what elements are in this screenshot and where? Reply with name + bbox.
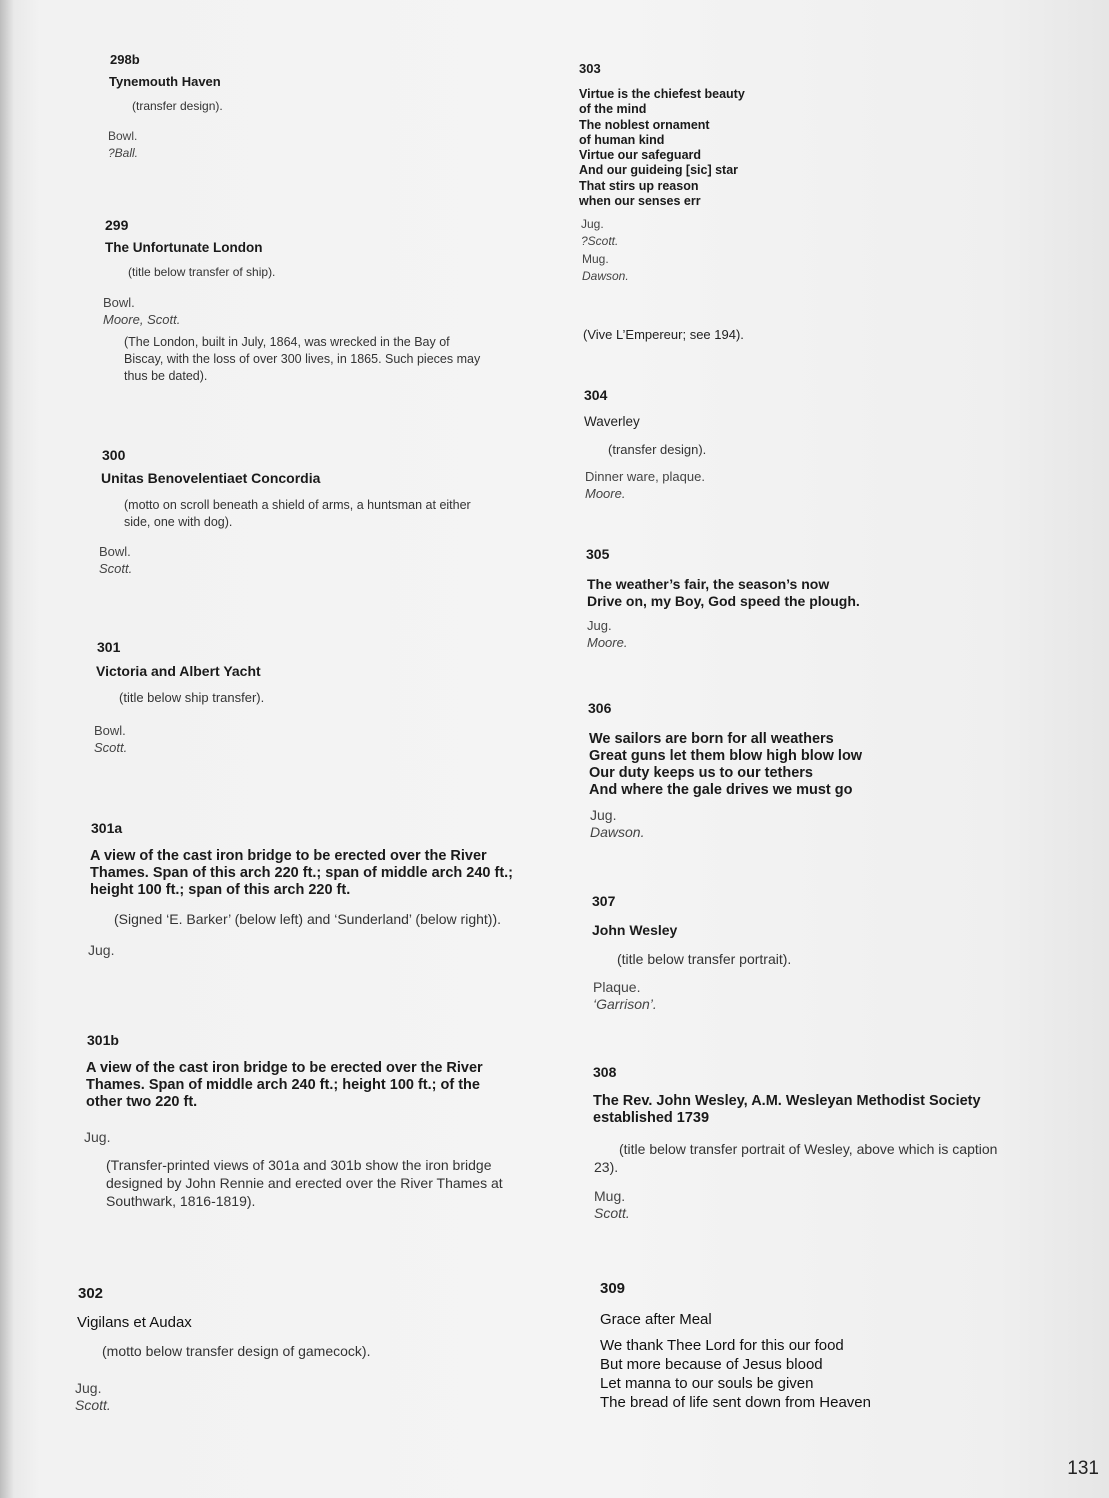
entry-note: (title below transfer portrait of Wesley, above which is caption 23).	[594, 1141, 998, 1175]
item-type: Bowl.	[99, 544, 131, 559]
entry-item	[103, 294, 180, 328]
item-type: Bowl.	[94, 723, 126, 738]
entry-title: Vigilans et Audax	[77, 1314, 192, 1331]
entry-item	[594, 1188, 630, 1222]
entry-note: (motto below transfer design of gamecock).	[102, 1343, 371, 1359]
entry-title: Victoria and Albert Yacht	[96, 663, 261, 679]
item-type: Mug.	[582, 252, 609, 266]
entry-verse: The weather’s fair, the season’s now Drive on, my Boy, God speed the plough.	[587, 576, 860, 609]
entry-item	[582, 251, 629, 285]
entry-number: 305	[586, 546, 610, 562]
entry-verse: We thank Thee Lord for this our food But more because of Jesus blood Let manna to our souls be given The bread of life sent down from Heaven	[600, 1337, 871, 1411]
item-maker: ?Ball.	[108, 146, 139, 160]
item-maker: Dawson.	[582, 269, 629, 283]
page-number: 131	[1067, 1458, 1099, 1479]
entry-item	[581, 216, 618, 250]
entry-note: (transfer design).	[132, 99, 223, 113]
entry-note: (Signed ‘E. Barker’ (below left) and ‘Sunderland’ (below right)).	[114, 911, 501, 927]
item-type: Jug.	[84, 1129, 111, 1145]
item-maker: Dawson.	[590, 824, 645, 840]
entry-item	[593, 979, 657, 1013]
item-maker: Moore.	[585, 486, 626, 501]
entry-number: 302	[78, 1285, 104, 1302]
entry-title: A view of the cast iron bridge to be erected over the River Thames. Span of middle arch 240 ft.; height 100 ft.; of the other two 220 ft.	[86, 1060, 483, 1110]
entry-note: (motto on scroll beneath a shield of arms, a huntsman at either side, one with dog).	[124, 498, 471, 529]
entry-item	[108, 128, 138, 162]
item-type: Dinner ware, plaque.	[585, 469, 705, 484]
entry-item	[94, 722, 127, 756]
entry-number: 300	[102, 447, 126, 463]
entry-title: John Wesley	[592, 922, 678, 938]
entry-number: 304	[584, 387, 608, 403]
item-maker: Moore.	[587, 635, 628, 650]
entry-item	[587, 617, 627, 651]
entry-number: 309	[600, 1280, 626, 1297]
entry-title: Waverley	[584, 414, 640, 429]
item-type: Jug.	[590, 807, 617, 823]
item-maker: Scott.	[75, 1397, 111, 1413]
item-type: Jug.	[75, 1380, 102, 1396]
entry-note: (title below transfer portrait).	[617, 951, 792, 967]
entry-item	[88, 942, 114, 959]
item-maker: ?Scott.	[581, 234, 619, 248]
item-type: Plaque.	[593, 979, 641, 995]
entry-item	[585, 468, 705, 502]
item-type: Jug.	[587, 618, 612, 633]
entry-commentary: (Transfer-printed views of 301a and 301b show the iron bridge designed by John Rennie and erected over the River Thames at Southwark, 1816-1819).	[106, 1157, 503, 1209]
item-maker: Scott.	[99, 561, 133, 576]
entry-item	[75, 1380, 111, 1414]
entry-number: 298b	[110, 52, 140, 67]
entry-note: (title below transfer of ship).	[128, 265, 276, 279]
item-maker: ‘Garrison’.	[593, 996, 657, 1012]
entry-title: Grace after Meal	[600, 1311, 712, 1328]
entry-note: (transfer design).	[608, 442, 707, 457]
entry-number: 303	[579, 61, 601, 76]
item-type: Jug.	[88, 942, 115, 958]
entry-title: Unitas Benovelentiaet Concordia	[101, 470, 321, 486]
entry-number: 299	[105, 217, 129, 233]
entry-number: 301a	[91, 820, 123, 836]
item-type: Jug.	[581, 217, 604, 231]
item-maker: Scott.	[94, 740, 128, 755]
entry-verse: We sailors are born for all weathers Great guns let them blow high blow low Our duty keeps us to our tethers And where the gale drives we must go	[589, 731, 863, 798]
entry-number: 301b	[87, 1032, 119, 1048]
item-maker: Moore, Scott.	[103, 312, 181, 327]
entry-title: The Unfortunate London	[105, 240, 263, 255]
item-type: Bowl.	[103, 295, 135, 310]
entry-number: 308	[593, 1064, 617, 1080]
entry-title: Tynemouth Haven	[109, 74, 221, 89]
item-maker: Scott.	[594, 1205, 630, 1221]
item-type: Bowl.	[108, 129, 138, 143]
cross-reference: (Vive L’Empereur; see 194).	[583, 327, 744, 342]
entry-number: 306	[588, 700, 612, 716]
entry-note: (title below ship transfer).	[119, 690, 265, 705]
entry-commentary: (The London, built in July, 1864, was wrecked in the Bay of Biscay, with the loss of over 300 lives, in 1865. Such pieces may thus be dated).	[124, 335, 481, 383]
entry-item	[99, 543, 132, 577]
item-type: Mug.	[594, 1188, 626, 1204]
entry-number: 307	[592, 893, 616, 909]
entry-title: A view of the cast iron bridge to be erected over the River Thames. Span of this arch 220 ft.; span of middle arch 240 ft.; height 100 ft.; span of this arch 220 ft.	[90, 848, 514, 898]
entry-title: The Rev. John Wesley, A.M. Wesleyan Methodist Society established 1739	[593, 1093, 981, 1126]
entry-number: 301	[97, 639, 121, 655]
entry-verse: Virtue is the chiefest beauty of the mind The noblest ornament of human kind Virtue our safeguard And our guideing [sic] star That stirs up reason when our senses err	[579, 87, 745, 209]
entry-item	[84, 1129, 110, 1146]
entry-item	[590, 807, 644, 841]
